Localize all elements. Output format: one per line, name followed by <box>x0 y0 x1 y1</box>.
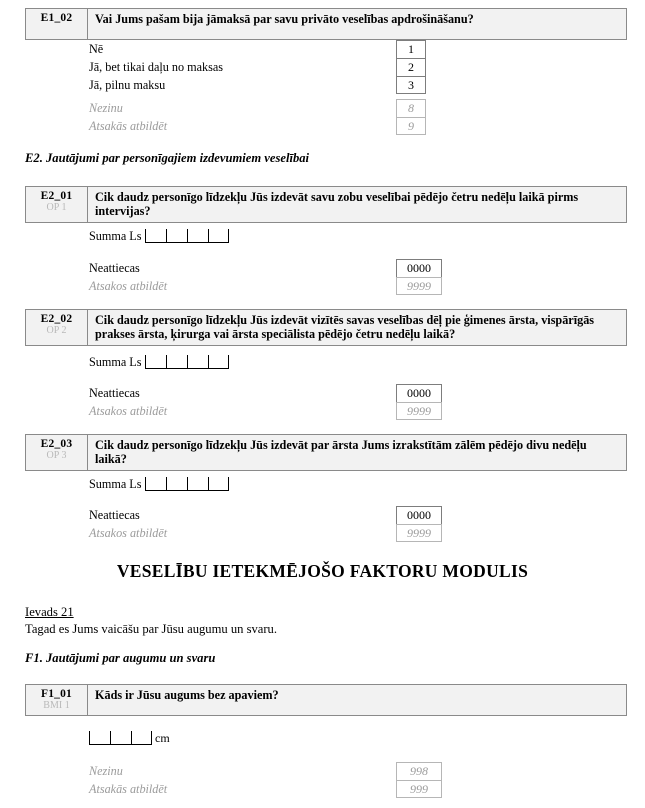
special-code-box[interactable]: 9 <box>396 117 426 135</box>
question-id-label: E1_02 <box>40 12 73 24</box>
question-block-e2-01 <box>25 186 627 223</box>
option-code-box[interactable]: 2 <box>396 58 426 76</box>
special-code-box[interactable]: 9999 <box>396 277 442 295</box>
amount-cell[interactable] <box>145 477 166 491</box>
special-code-row[interactable] <box>25 524 627 542</box>
special-code-box[interactable]: 0000 <box>396 259 442 277</box>
special-code-label: Nezinu <box>89 764 123 778</box>
question-text-e2-02: Cik daudz personīgo līdzekļu Jūs izdevāt vizītēs savas veselības dēļ pie ģimenes ārsta, vispārīgās prakses ārsta, ķirurga vai ārsta speciālista pēdējo četru nedēļu laikā? <box>95 313 595 342</box>
special-code-label: Nezinu <box>89 101 123 115</box>
amount-field-e2-03[interactable] <box>89 477 229 495</box>
height-cell[interactable] <box>110 731 131 745</box>
question-header-e2-03 <box>25 434 627 471</box>
question-subid-label: OP 3 <box>46 450 67 462</box>
option-code-box[interactable]: 3 <box>396 76 426 94</box>
amount-cell[interactable] <box>166 477 187 491</box>
amount-field-label: Summa Ls <box>89 355 142 369</box>
amount-field-label: Summa Ls <box>89 229 142 243</box>
amount-cell[interactable] <box>187 229 208 243</box>
special-code-box[interactable]: 0000 <box>396 384 442 402</box>
special-code-list-e2-03 <box>25 506 627 542</box>
height-cell[interactable] <box>89 731 110 745</box>
amount-cell[interactable] <box>145 355 166 369</box>
question-header-e2-02 <box>25 309 627 346</box>
question-subid-label: OP 2 <box>46 325 67 337</box>
option-label: Nē <box>89 42 104 56</box>
question-id-cell-e2-03 <box>26 435 88 470</box>
question-text-e2-03: Cik daudz personīgo līdzekļu Jūs izdevāt par ārsta Jums izrakstītām zālēm pēdējo divu nedēļu laikā? <box>95 438 587 467</box>
question-subid-label: OP 1 <box>46 202 67 214</box>
special-code-list-e2-02 <box>25 384 627 420</box>
question-text-e2-01: Cik daudz personīgo līdzekļu Jūs izdevāt savu zobu veselībai pēdējo četru nedēļu laikā pirms intervijas? <box>95 190 579 219</box>
question-id-label: E2_02 <box>40 313 73 325</box>
special-code-box[interactable]: 8 <box>396 99 426 117</box>
option-row[interactable] <box>25 76 627 94</box>
amount-cell[interactable] <box>208 229 229 243</box>
amount-cell[interactable] <box>187 477 208 491</box>
amount-field-label: Summa Ls <box>89 477 142 491</box>
amount-cell[interactable] <box>187 355 208 369</box>
special-code-row[interactable] <box>25 780 627 798</box>
question-id-label: E2_03 <box>40 438 73 450</box>
amount-cell[interactable] <box>145 229 166 243</box>
height-cells[interactable] <box>89 731 152 749</box>
question-id-label: E2_01 <box>40 190 73 202</box>
amount-cell[interactable] <box>166 229 187 243</box>
question-text-e1-02: Vai Jums pašam bija jāmaksā par savu privāto veselības apdrošināšanu? <box>95 12 474 26</box>
question-id-cell-e1-02 <box>26 9 88 39</box>
special-code-row[interactable] <box>25 259 627 277</box>
amount-cell[interactable] <box>208 477 229 491</box>
height-field-f1-01[interactable] <box>89 731 170 749</box>
question-header-e1-02 <box>25 8 627 40</box>
amount-field-e2-02[interactable] <box>89 355 229 373</box>
amount-cell[interactable] <box>166 355 187 369</box>
intro-text: Tagad es Jums vaicāšu par Jūsu augumu un svaru. <box>25 622 277 636</box>
special-code-label: Neattiecas <box>89 386 140 400</box>
section-heading-f1: F1. Jautājumi par augumu un svaru <box>25 651 216 665</box>
special-code-list-e2-01 <box>25 259 627 295</box>
question-block-e2-02 <box>25 309 627 346</box>
special-code-box[interactable]: 9999 <box>396 524 442 542</box>
special-code-label: Neattiecas <box>89 261 140 275</box>
special-code-row[interactable] <box>25 277 627 295</box>
question-header-e2-01 <box>25 186 627 223</box>
question-id-cell-e2-01 <box>26 187 88 222</box>
special-code-label: Neattiecas <box>89 508 140 522</box>
special-code-list-e1-02 <box>25 99 627 135</box>
special-code-list-f1-01 <box>25 762 627 798</box>
special-code-row[interactable] <box>25 99 627 117</box>
option-code-box[interactable]: 1 <box>396 40 426 58</box>
question-id-cell-e2-02 <box>26 310 88 345</box>
question-block-e2-03 <box>25 434 627 471</box>
special-code-box[interactable]: 9999 <box>396 402 442 420</box>
question-subid-label: BMI 1 <box>43 700 70 712</box>
section-heading-e2: E2. Jautājumi par personīgajiem izdevumiem veselībai <box>25 151 310 165</box>
question-block-e1-02 <box>25 8 627 40</box>
option-list-e1-02 <box>25 40 627 94</box>
special-code-label: Atsakās atbildēt <box>89 782 168 796</box>
special-code-label: Atsakos atbildēt <box>89 279 168 293</box>
special-code-row[interactable] <box>25 762 627 780</box>
amount-cells[interactable] <box>145 477 229 495</box>
question-id-label: F1_01 <box>40 688 73 700</box>
height-cell[interactable] <box>131 731 152 745</box>
special-code-label: Atsakos atbildēt <box>89 526 168 540</box>
special-code-box[interactable]: 998 <box>396 762 442 780</box>
option-label: Jā, pilnu maksu <box>89 78 166 92</box>
intro-title: Ievads 21 <box>25 605 74 619</box>
amount-field-e2-01[interactable] <box>89 229 229 247</box>
option-row[interactable] <box>25 40 627 58</box>
amount-cell[interactable] <box>208 355 229 369</box>
question-id-cell-f1-01 <box>26 685 88 715</box>
option-label: Jā, bet tikai daļu no maksas <box>89 60 224 74</box>
special-code-row[interactable] <box>25 506 627 524</box>
special-code-box[interactable]: 999 <box>396 780 442 798</box>
amount-cells[interactable] <box>145 229 229 247</box>
special-code-row[interactable] <box>25 402 627 420</box>
special-code-label: Atsakās atbildēt <box>89 119 168 133</box>
module-title: VESELĪBU IETEKMĒJOŠO FAKTORU MODULIS <box>116 561 529 581</box>
special-code-row[interactable] <box>25 117 627 135</box>
question-text-f1-01: Kāds ir Jūsu augums bez apaviem? <box>95 688 279 702</box>
special-code-row[interactable] <box>25 384 627 402</box>
special-code-label: Atsakos atbildēt <box>89 404 168 418</box>
unit-label: cm <box>155 731 170 745</box>
amount-cells[interactable] <box>145 355 229 373</box>
question-block-f1-01 <box>25 684 627 716</box>
option-row[interactable] <box>25 58 627 76</box>
special-code-box[interactable]: 0000 <box>396 506 442 524</box>
question-header-f1-01 <box>25 684 627 716</box>
